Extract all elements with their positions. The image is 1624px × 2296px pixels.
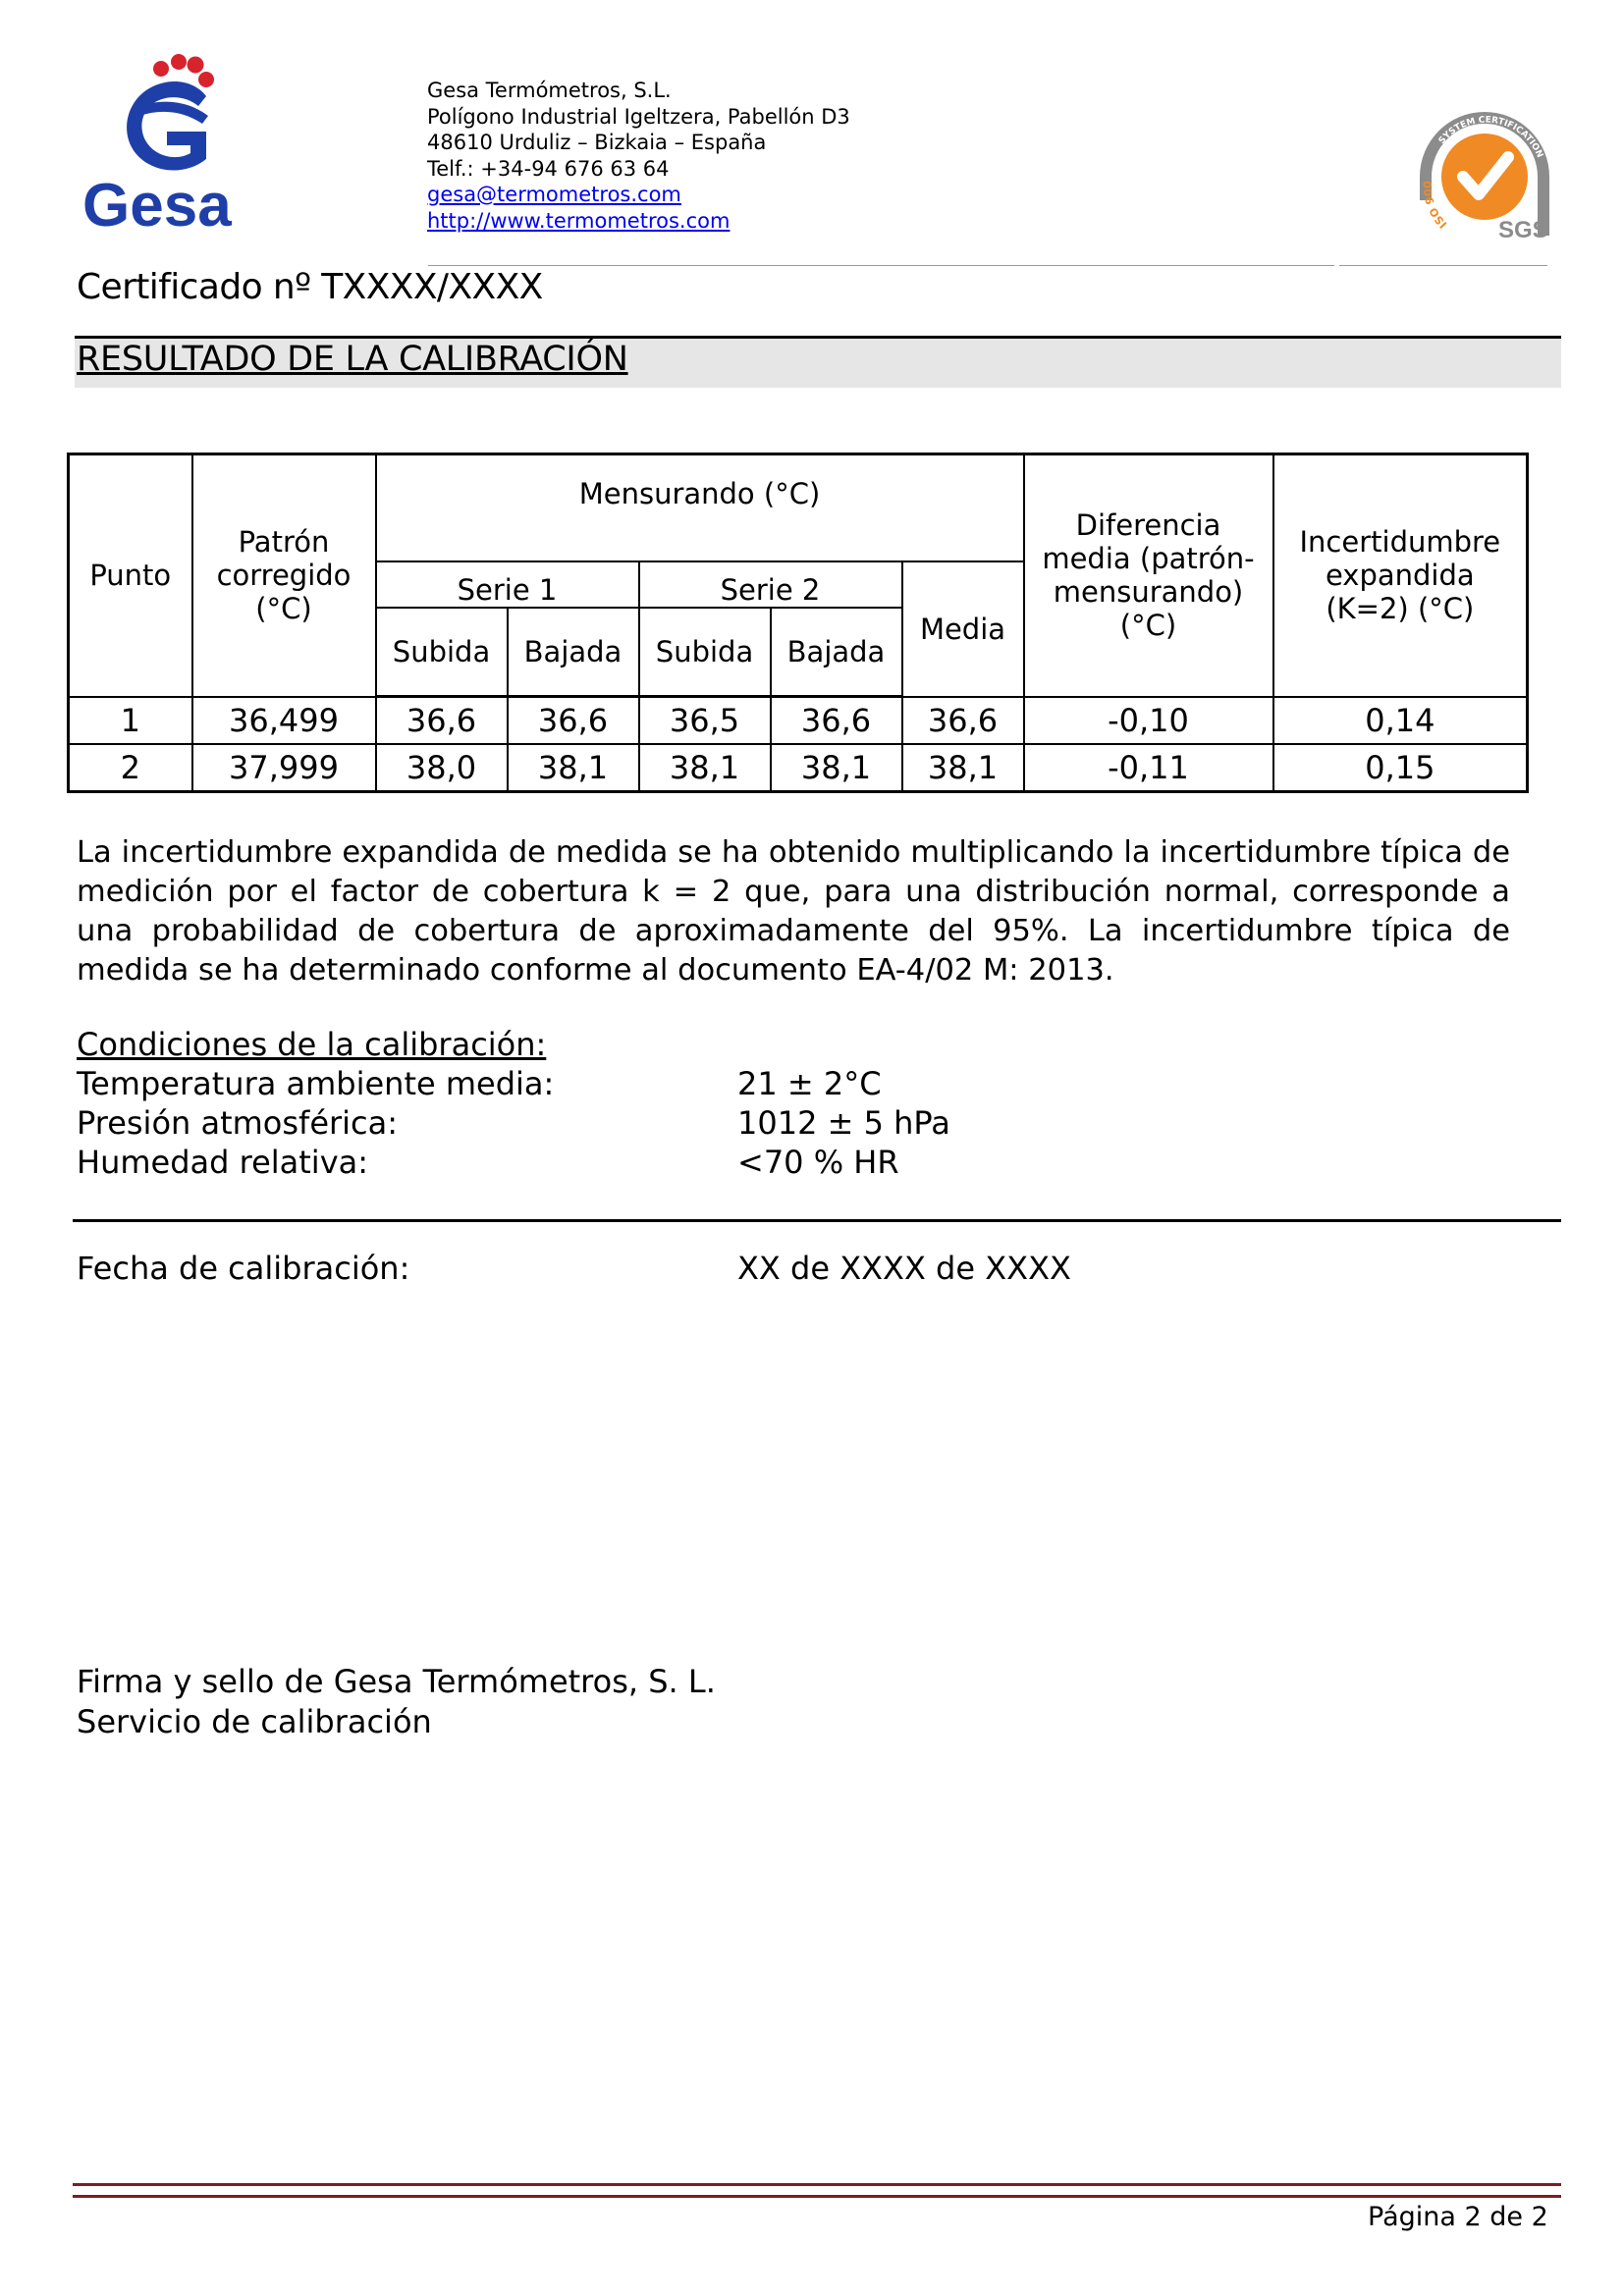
header-s2-bajada: Bajada xyxy=(771,608,902,697)
cell-s2-bajada: 38,1 xyxy=(771,744,902,792)
company-email-link[interactable]: gesa@termometros.com xyxy=(427,183,681,206)
pressure-label: Presión atmosférica: xyxy=(77,1104,399,1142)
footer-divider xyxy=(73,2183,1561,2198)
badge-brand-text: SGS xyxy=(1498,217,1548,243)
header-serie-2: Serie 2 xyxy=(639,561,902,608)
company-address-2: 48610 Urduliz – Bizkaia – España xyxy=(427,131,767,154)
uncertainty-note: La incertidumbre expandida de medida se ha obtenido multiplicando la incertidumbre típica de medición por el factor de cobertura k = 2 que, para una distribución normal, corresponde a una probabilidad de cobertura de aproximadamente del 95%. La incertidumbre típica de medida se ha determinado conforme al documento EA-4/02 M: 2013. xyxy=(77,835,1510,988)
cell-diferencia: -0,11 xyxy=(1024,744,1273,792)
logo-wordmark: Gesa xyxy=(82,172,232,238)
signature-line-2: Servicio de calibración xyxy=(77,1703,432,1740)
header-media: Media xyxy=(902,561,1024,697)
table-row xyxy=(69,697,1528,745)
company-web-link[interactable]: http://www.termometros.com xyxy=(427,208,731,233)
cell-s1-bajada: 38,1 xyxy=(508,744,639,792)
cell-incertidumbre: 0,14 xyxy=(1273,697,1528,745)
header-divider-right xyxy=(1339,265,1547,266)
signature-block xyxy=(77,1662,716,1742)
section-title: RESULTADO DE LA CALIBRACIÓN xyxy=(77,340,628,379)
table-row xyxy=(69,744,1528,792)
cell-s2-subida: 38,1 xyxy=(639,744,771,792)
cell-media: 36,6 xyxy=(902,697,1024,745)
sgs-iso-badge xyxy=(1410,98,1559,245)
signature-line-1: Firma y sello de Gesa Termómetros, S. L. xyxy=(77,1663,716,1700)
company-address-1: Polígono Industrial Igeltzera, Pabellón D3 xyxy=(427,104,850,129)
company-info xyxy=(427,78,850,234)
header-incertidumbre: Incertidumbre expandida (K=2) (°C) xyxy=(1273,454,1528,697)
cell-diferencia: -0,10 xyxy=(1024,697,1273,745)
calibration-results-table xyxy=(67,453,1529,793)
cell-s2-subida: 36,5 xyxy=(639,697,771,745)
cell-patron: 37,999 xyxy=(192,744,376,792)
page-number: Página 2 de 2 xyxy=(1368,2202,1548,2232)
cell-punto: 2 xyxy=(69,744,192,792)
header-s2-subida: Subida xyxy=(639,608,771,697)
header-punto: Punto xyxy=(69,454,192,697)
company-name: Gesa Termómetros, S.L. xyxy=(427,79,672,102)
header-diferencia: Diferencia media (patrón-mensurando) (°C) xyxy=(1024,454,1273,697)
header-s1-bajada: Bajada xyxy=(508,608,639,697)
cell-incertidumbre: 0,15 xyxy=(1273,744,1528,792)
cell-s2-bajada: 36,6 xyxy=(771,697,902,745)
cell-patron: 36,499 xyxy=(192,697,376,745)
cell-s1-subida: 38,0 xyxy=(376,744,508,792)
header-s1-subida: Subida xyxy=(376,608,508,697)
pressure-value: 1012 ± 5 hPa xyxy=(737,1104,950,1142)
calibration-date-label: Fecha de calibración: xyxy=(77,1250,410,1287)
cell-s1-bajada: 36,6 xyxy=(508,697,639,745)
temperature-label: Temperatura ambiente media: xyxy=(77,1065,555,1102)
section-divider xyxy=(73,1219,1561,1222)
temperature-value: 21 ± 2°C xyxy=(737,1065,882,1102)
cell-s1-subida: 36,6 xyxy=(376,697,508,745)
header-patron: Patrón corregido (°C) xyxy=(192,454,376,697)
header-mensurando: Mensurando (°C) xyxy=(376,454,1024,562)
company-phone: Telf.: +34-94 676 63 64 xyxy=(427,156,670,181)
humidity-value: <70 % HR xyxy=(737,1144,899,1181)
badge-top-text: SYSTEM CERTIFICATION xyxy=(1436,115,1544,160)
humidity-label: Humedad relativa: xyxy=(77,1144,369,1181)
conditions-title: Condiciones de la calibración: xyxy=(77,1026,547,1063)
calibration-date-value: XX de XXXX de XXXX xyxy=(737,1250,1071,1287)
cell-media: 38,1 xyxy=(902,744,1024,792)
gesa-logo xyxy=(77,51,287,238)
cell-punto: 1 xyxy=(69,697,192,745)
header-serie-1: Serie 1 xyxy=(376,561,639,608)
certificate-title: Certificado nº TXXXX/XXXX xyxy=(77,267,543,307)
header-divider xyxy=(428,265,1334,266)
badge-standard-text: ISO 900 xyxy=(1421,181,1450,232)
